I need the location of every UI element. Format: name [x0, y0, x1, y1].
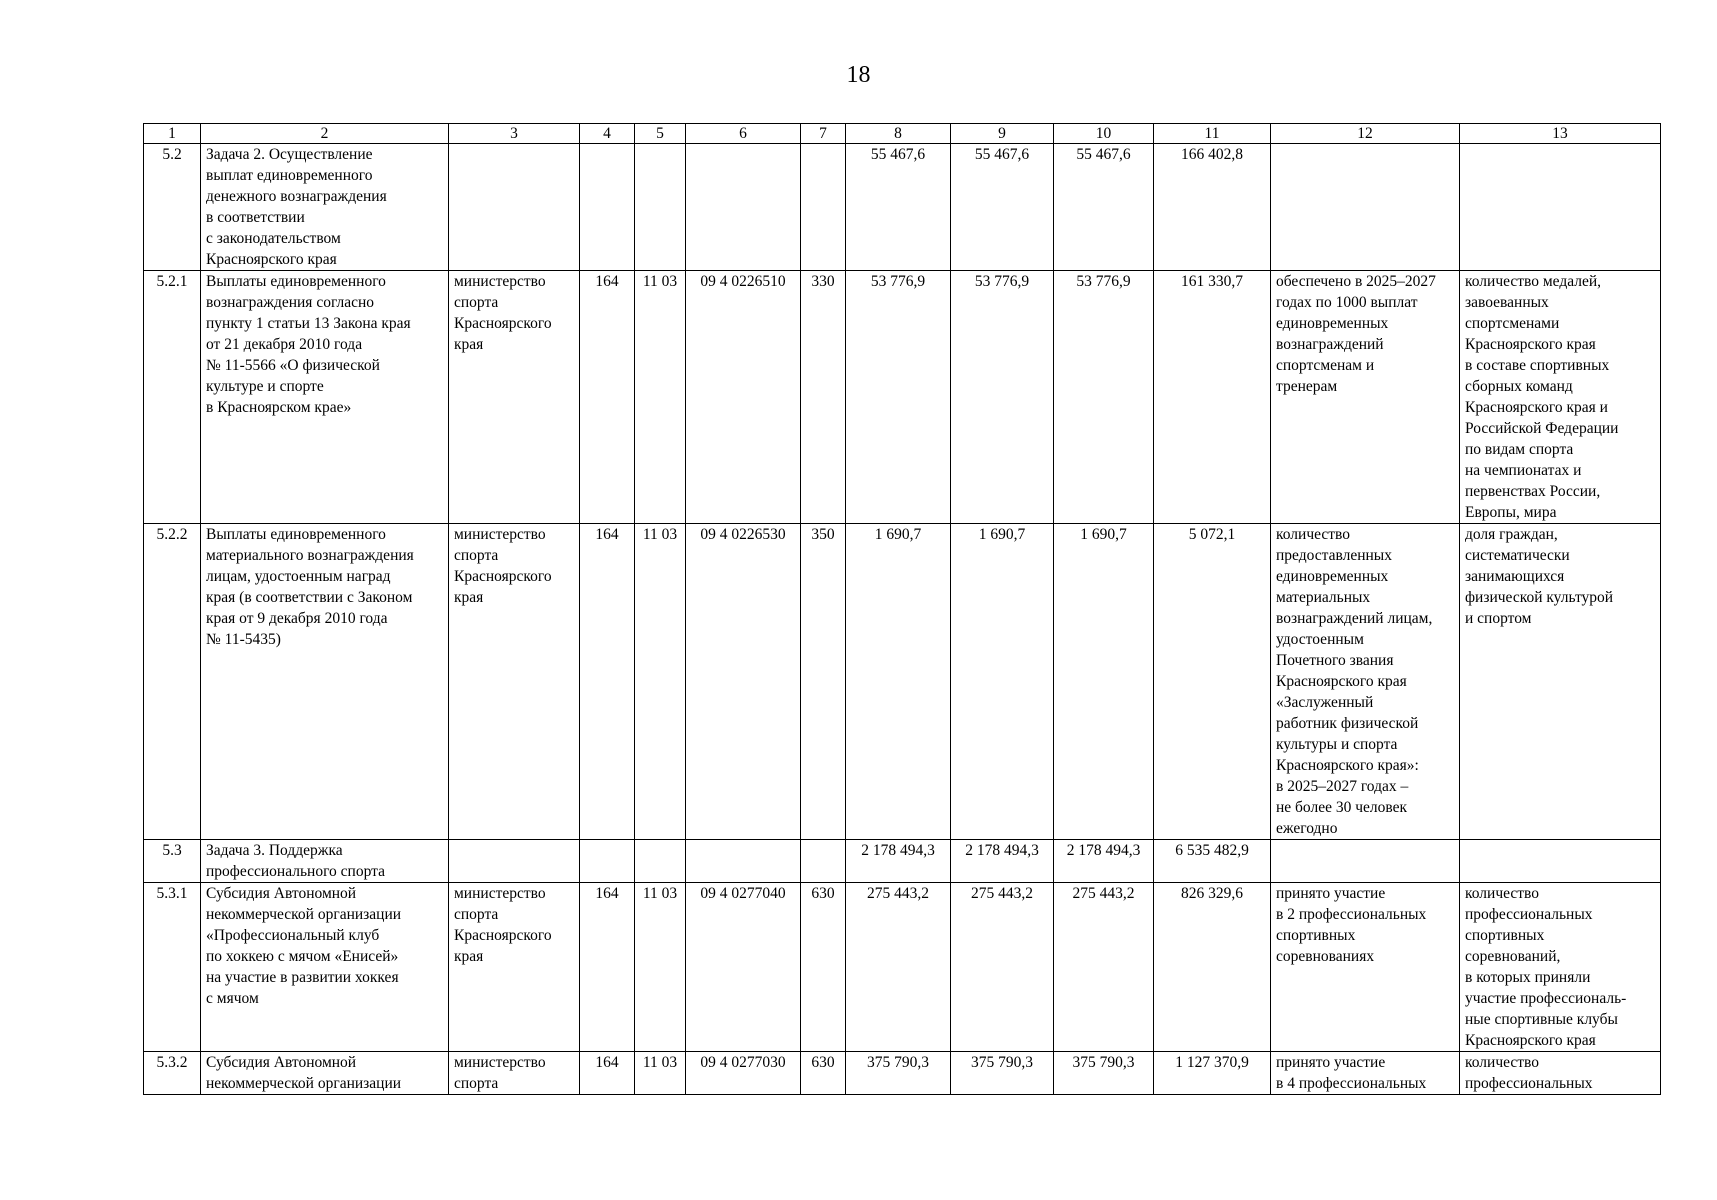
- grbs-code-cell: 164: [580, 883, 635, 1052]
- activity-name-cell: Субсидия Автономной некоммерческой организации «Профессиональный клуб по хоккею с мячом «Енисей» на участие в развитии хоккея с мячом: [201, 883, 449, 1052]
- header-row: [144, 124, 1661, 144]
- amount-cell: 53 776,9: [951, 271, 1054, 524]
- expected-result-cell: обеспечено в 2025–2027 годах по 1000 выплат единовременных вознаграждений спортсменам и тренерам: [1271, 271, 1460, 524]
- column-header: 12: [1271, 124, 1460, 144]
- expense-type-cell: 630: [801, 883, 846, 1052]
- target-article-cell: 09 4 0226530: [686, 524, 801, 840]
- section-code-cell: 11 03: [635, 524, 686, 840]
- target-article-cell: [686, 144, 801, 271]
- table-row: [144, 144, 1661, 271]
- section-code-cell: [635, 840, 686, 883]
- row-number-cell: 5.2.2: [144, 524, 201, 840]
- section-code-cell: 11 03: [635, 271, 686, 524]
- row-number-cell: 5.3.1: [144, 883, 201, 1052]
- amount-cell: 275 443,2: [951, 883, 1054, 1052]
- amount-cell: 375 790,3: [951, 1052, 1054, 1095]
- executor-cell: министерство спорта: [449, 1052, 580, 1095]
- column-header: 11: [1154, 124, 1271, 144]
- amount-cell: 2 178 494,3: [1054, 840, 1154, 883]
- expected-result-cell: принято участие в 2 профессиональных спортивных соревнованиях: [1271, 883, 1460, 1052]
- expense-type-cell: 330: [801, 271, 846, 524]
- column-header: 13: [1460, 124, 1661, 144]
- amount-cell: 275 443,2: [1054, 883, 1154, 1052]
- activity-name-cell: Выплаты единовременного материального вознаграждения лицам, удостоенным наград края (в соответствии с Законом края от 9 декабря 2010 года № 11-5435): [201, 524, 449, 840]
- amount-cell: 53 776,9: [846, 271, 951, 524]
- amount-cell: 1 690,7: [846, 524, 951, 840]
- column-header: 8: [846, 124, 951, 144]
- column-header: 10: [1054, 124, 1154, 144]
- grbs-code-cell: 164: [580, 271, 635, 524]
- expected-result-cell: количество предоставленных единовременных материальных вознаграждений лицам, удостоенным Почетного звания Красноярского края «Заслуженный работник физической культуры и спорта Красноярского края»: в 2025–2027 годах – не более 30 человек ежегодно: [1271, 524, 1460, 840]
- indicator-cell: количество профессиональных: [1460, 1052, 1661, 1095]
- expense-type-cell: [801, 144, 846, 271]
- section-code-cell: [635, 144, 686, 271]
- grbs-code-cell: 164: [580, 524, 635, 840]
- executor-cell: министерство спорта Красноярского края: [449, 271, 580, 524]
- expected-result-cell: [1271, 840, 1460, 883]
- total-amount-cell: 5 072,1: [1154, 524, 1271, 840]
- total-amount-cell: 166 402,8: [1154, 144, 1271, 271]
- indicator-cell: доля граждан, систематически занимающихся физической культурой и спортом: [1460, 524, 1661, 840]
- total-amount-cell: 6 535 482,9: [1154, 840, 1271, 883]
- amount-cell: 1 690,7: [951, 524, 1054, 840]
- row-number-cell: 5.3: [144, 840, 201, 883]
- column-header: 6: [686, 124, 801, 144]
- indicator-cell: количество медалей, завоеванных спортсменами Красноярского края в составе спортивных сборных команд Красноярского края и Российской Федерации по видам спорта на чемпионатах и первенствах России, Европы, мира: [1460, 271, 1661, 524]
- column-header: 1: [144, 124, 201, 144]
- section-code-cell: 11 03: [635, 1052, 686, 1095]
- indicator-cell: [1460, 144, 1661, 271]
- total-amount-cell: 1 127 370,9: [1154, 1052, 1271, 1095]
- activity-name-cell: Задача 3. Поддержка профессионального спорта: [201, 840, 449, 883]
- column-header: 7: [801, 124, 846, 144]
- activity-name-cell: Выплаты единовременного вознаграждения согласно пункту 1 статьи 13 Закона края от 21 декабря 2010 года № 11-5566 «О физической культуре и спорте в Красноярском крае»: [201, 271, 449, 524]
- amount-cell: 375 790,3: [846, 1052, 951, 1095]
- expense-type-cell: [801, 840, 846, 883]
- target-article-cell: [686, 840, 801, 883]
- amount-cell: 55 467,6: [846, 144, 951, 271]
- budget-table: [143, 123, 1661, 1095]
- target-article-cell: 09 4 0277040: [686, 883, 801, 1052]
- table-row: [144, 840, 1661, 883]
- row-number-cell: 5.3.2: [144, 1052, 201, 1095]
- amount-cell: 375 790,3: [1054, 1052, 1154, 1095]
- page-number: 18: [846, 62, 871, 88]
- row-number-cell: 5.2: [144, 144, 201, 271]
- indicator-cell: [1460, 840, 1661, 883]
- column-header: 2: [201, 124, 449, 144]
- expense-type-cell: 630: [801, 1052, 846, 1095]
- expense-type-cell: 350: [801, 524, 846, 840]
- expected-result-cell: принято участие в 4 профессиональных: [1271, 1052, 1460, 1095]
- grbs-code-cell: 164: [580, 1052, 635, 1095]
- executor-cell: министерство спорта Красноярского края: [449, 883, 580, 1052]
- target-article-cell: 09 4 0277030: [686, 1052, 801, 1095]
- grbs-code-cell: [580, 840, 635, 883]
- column-header: 5: [635, 124, 686, 144]
- amount-cell: 55 467,6: [1054, 144, 1154, 271]
- activity-name-cell: Субсидия Автономной некоммерческой организации: [201, 1052, 449, 1095]
- amount-cell: 2 178 494,3: [951, 840, 1054, 883]
- total-amount-cell: 826 329,6: [1154, 883, 1271, 1052]
- amount-cell: 275 443,2: [846, 883, 951, 1052]
- executor-cell: министерство спорта Красноярского края: [449, 524, 580, 840]
- table-row: [144, 883, 1661, 1052]
- indicator-cell: количество профессиональных спортивных соревнований, в которых приняли участие профессиональ- ные спортивные клубы Красноярского края: [1460, 883, 1661, 1052]
- executor-cell: [449, 840, 580, 883]
- amount-cell: 55 467,6: [951, 144, 1054, 271]
- column-header: 9: [951, 124, 1054, 144]
- table-row: [144, 1052, 1661, 1095]
- grbs-code-cell: [580, 144, 635, 271]
- total-amount-cell: 161 330,7: [1154, 271, 1271, 524]
- amount-cell: 1 690,7: [1054, 524, 1154, 840]
- column-header: 4: [580, 124, 635, 144]
- amount-cell: 2 178 494,3: [846, 840, 951, 883]
- row-number-cell: 5.2.1: [144, 271, 201, 524]
- activity-name-cell: Задача 2. Осуществление выплат единовременного денежного вознаграждения в соответствии с законодательством Красноярского края: [201, 144, 449, 271]
- table-row: [144, 271, 1661, 524]
- table-row: [144, 524, 1661, 840]
- section-code-cell: 11 03: [635, 883, 686, 1052]
- executor-cell: [449, 144, 580, 271]
- expected-result-cell: [1271, 144, 1460, 271]
- target-article-cell: 09 4 0226510: [686, 271, 801, 524]
- column-header: 3: [449, 124, 580, 144]
- amount-cell: 53 776,9: [1054, 271, 1154, 524]
